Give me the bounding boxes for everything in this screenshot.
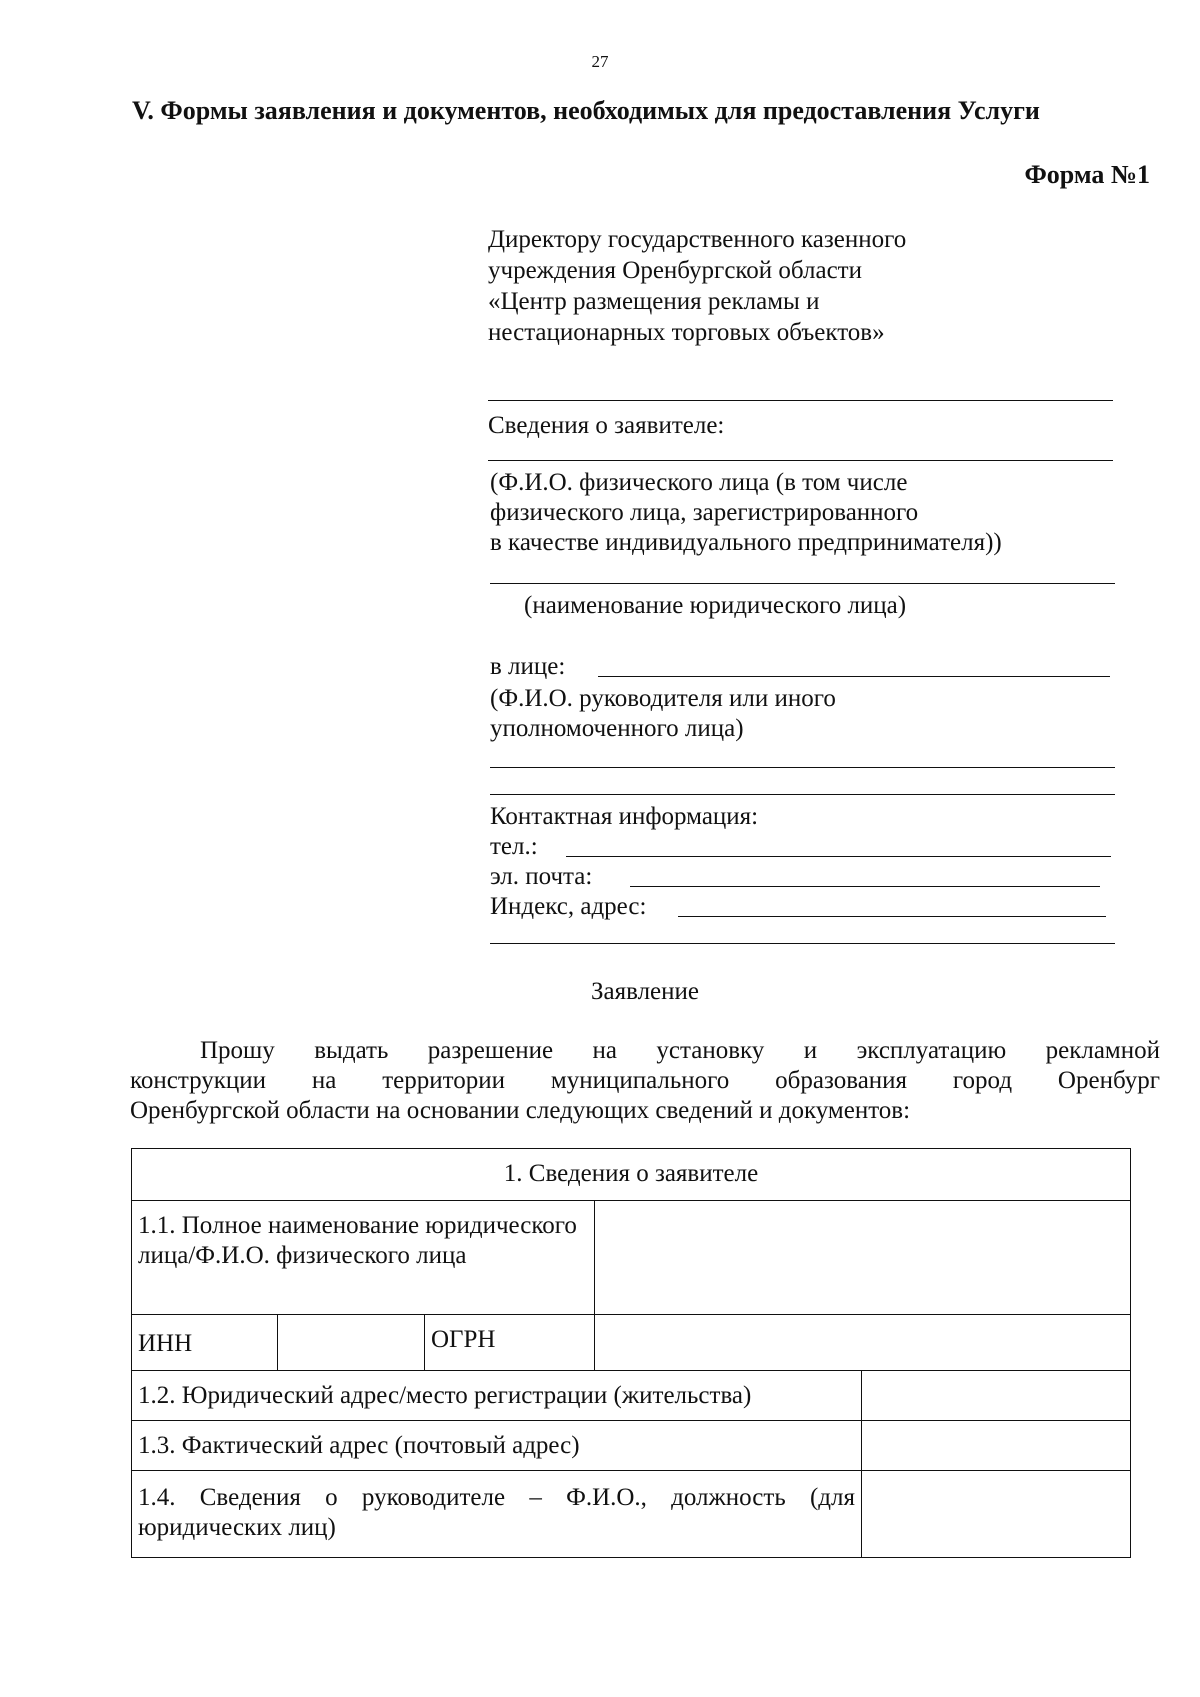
blank-line-individual[interactable] <box>488 460 1113 461</box>
row-1-4-value[interactable] <box>862 1471 1130 1557</box>
represented-by-label: в лице: <box>490 653 566 680</box>
table-row-inn-ogrn <box>132 1315 1130 1371</box>
addressee-line: учреждения Оренбургской области <box>488 257 862 284</box>
blank-line-address-2[interactable] <box>490 943 1115 944</box>
addressee-line: нестационарных торговых объектов» <box>488 319 885 346</box>
representative-caption: (Ф.И.О. руководителя или иного <box>490 685 836 712</box>
blank-line-representative[interactable] <box>598 676 1110 677</box>
statement-title: Заявление <box>590 978 700 1005</box>
blank-line-legal[interactable] <box>490 583 1115 584</box>
addressee-line: Директору государственного казенного <box>488 226 907 253</box>
phone-field-line[interactable] <box>566 856 1111 857</box>
statement-text <box>130 1036 1160 1126</box>
section-title: V. Формы заявления и документов, необходимых для предоставления Услуги <box>132 96 1040 125</box>
statement-line: Оренбургской области на основании следующих сведений и документов: <box>130 1097 911 1124</box>
contacts-heading: Контактная информация: <box>490 803 759 830</box>
table-header-row <box>132 1149 1130 1201</box>
blank-line-addressee[interactable] <box>488 400 1113 401</box>
addressee-line: «Центр размещения рекламы и <box>488 288 820 315</box>
row-1-4-label: 1.4. Сведения о руководителе – Ф.И.О., должность (для юридических лиц) <box>132 1471 862 1557</box>
row-1-3-value[interactable] <box>862 1421 1130 1470</box>
statement-line: конструкции на территории муниципального образования город Оренбург <box>130 1067 1160 1094</box>
table-header-cell: 1. Сведения о заявителе <box>503 1160 759 1187</box>
blank-line-extra-1[interactable] <box>490 767 1115 768</box>
individual-caption: в качестве индивидуального предпринимателя)) <box>490 529 1002 556</box>
address-label: Индекс, адрес: <box>490 893 647 920</box>
blank-line-extra-2[interactable] <box>490 794 1115 795</box>
applicant-heading: Сведения о заявителе: <box>488 412 725 439</box>
form-label: Форма №1 <box>1024 160 1150 189</box>
table-row-1-2 <box>132 1371 1130 1421</box>
individual-caption: (Ф.И.О. физического лица (в том числе <box>490 469 908 496</box>
addressee-block <box>488 224 1128 348</box>
inn-label: ИНН <box>132 1315 278 1370</box>
row-1-2-value[interactable] <box>862 1371 1130 1420</box>
ogrn-label: ОГРН <box>425 1315 595 1370</box>
page-number: 27 <box>591 52 609 71</box>
row-1-2-label: 1.2. Юридический адрес/место регистрации (жительства) <box>132 1371 862 1420</box>
row-1-1-value[interactable] <box>595 1201 1130 1314</box>
inn-value[interactable] <box>278 1315 425 1370</box>
representative-caption: уполномоченного лица) <box>490 715 744 742</box>
legal-caption: (наименование юридического лица) <box>524 592 907 619</box>
address-field-line[interactable] <box>678 916 1106 917</box>
statement-line: Прошу выдать разрешение на установку и эксплуатацию рекламной <box>200 1037 1160 1064</box>
individual-caption: физического лица, зарегистрированного <box>490 499 919 526</box>
table-row-1-1 <box>132 1201 1130 1315</box>
row-1-3-label: 1.3. Фактический адрес (почтовый адрес) <box>132 1421 862 1470</box>
phone-label: тел.: <box>490 833 538 860</box>
table-row-1-3 <box>132 1421 1130 1471</box>
table-row-1-4 <box>132 1471 1130 1557</box>
email-label: эл. почта: <box>490 863 593 890</box>
email-field-line[interactable] <box>630 886 1100 887</box>
applicant-info-table <box>131 1148 1131 1558</box>
ogrn-value[interactable] <box>595 1315 1130 1370</box>
row-1-1-label: 1.1. Полное наименование юридического лица/Ф.И.О. физического лица <box>132 1201 595 1314</box>
